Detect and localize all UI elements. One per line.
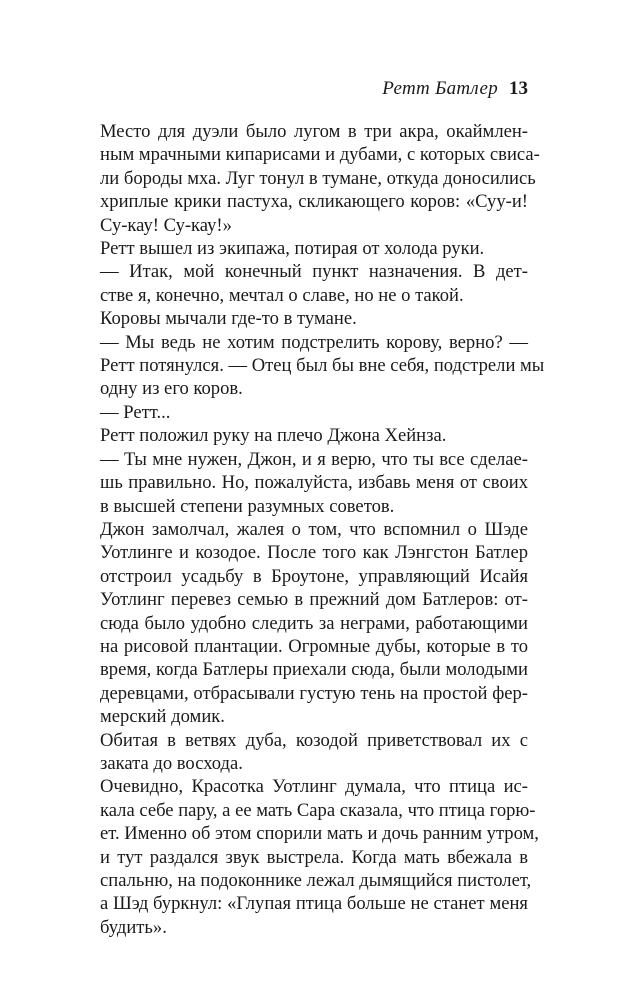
text-line: Место для дуэли было лугом в три акра, окаймлен- — [100, 121, 528, 142]
text-line: Су-кау! Су-кау!» — [100, 214, 232, 236]
text-line: хриплые крики пастуха, скликающего коров: «Суу-и! — [100, 191, 528, 213]
text-line: а Шэд буркнул: «Глупая птица больше не станет меня — [100, 893, 528, 915]
text-line: ли бороды мха. Луг тонул в тумане, откуда доносились — [100, 167, 536, 189]
running-title: Ретт Батлер — [382, 78, 498, 99]
text-line: — Ретт... — [100, 401, 171, 423]
text-line: Ретт потянулся. — Отец был бы вне себя, подстрели мы — [100, 355, 545, 377]
text-line: и тут раздался звук выстрела. Когда мать вбежала в — [100, 846, 528, 868]
text-line: Джон замолчал, жалея о том, что вспомнил о Шэде — [100, 518, 528, 540]
text-line: Ретт положил руку на плечо Джона Хейнза. — [100, 425, 447, 447]
text-line: заката до восхода. — [100, 752, 243, 774]
text-line: ет. Именно об этом спорили мать и дочь ранним утром, — [100, 823, 539, 845]
text-line: сюда было удобно следить за неграми, работающими — [100, 612, 528, 634]
text-line: деревцами, отбрасывали густую тень на простой фер- — [100, 682, 528, 704]
text-line: одну из его коров. — [100, 378, 243, 400]
body-text — [100, 120, 545, 939]
text-line: Ретт вышел из экипажа, потирая от холода руки. — [100, 238, 485, 260]
text-line: — Ты мне нужен, Джон, и я верю, что ты все сделае- — [100, 448, 528, 470]
page-number: 13 — [509, 78, 528, 99]
text-line: на рисовой плантации. Огромные дубы, которые в то — [100, 635, 528, 657]
text-line: — Мы ведь не хотим подстрелить корову, верно? — — [100, 331, 528, 353]
text-line: Очевидно, Красотка Уотлинг думала, что птица ис- — [100, 776, 528, 798]
text-line: спальню, на подоконнике лежал дымящийся пистолет, — [100, 870, 532, 891]
text-line: время, когда Батлеры приехали сюда, были молодыми — [100, 659, 528, 681]
text-line: кала себе пару, а ее мать Сара сказала, что птица горю- — [100, 799, 536, 821]
text-line: шь правильно. Но, пожалуйста, избавь меня от своих — [100, 472, 528, 494]
text-line: Уотлинг перевез семью в прежний дом Батлеров: от- — [100, 589, 528, 611]
text-line: Обитая в ветвях дуба, козодой приветствовал их с — [100, 729, 528, 751]
text-line: ным мрачными кипарисами и дубами, с которых свиса- — [100, 144, 540, 166]
text-line: мерский домик. — [100, 706, 225, 728]
text-line: Уотлинге и козодое. После того как Лэнгстон Батлер — [100, 542, 528, 564]
text-line: Коровы мычали где-то в тумане. — [100, 308, 357, 330]
text-line: будить». — [100, 916, 167, 938]
running-head — [0, 78, 632, 102]
text-line: — Итак, мой конечный пункт назначения. В дет- — [100, 261, 528, 283]
text-line: в высшей степени разумных советов. — [100, 495, 395, 517]
text-line: стве я, конечно, мечтал о славе, но не о такой. — [100, 284, 464, 306]
text-line: отстроил усадьбу в Броутоне, управляющий Исайя — [100, 565, 528, 587]
